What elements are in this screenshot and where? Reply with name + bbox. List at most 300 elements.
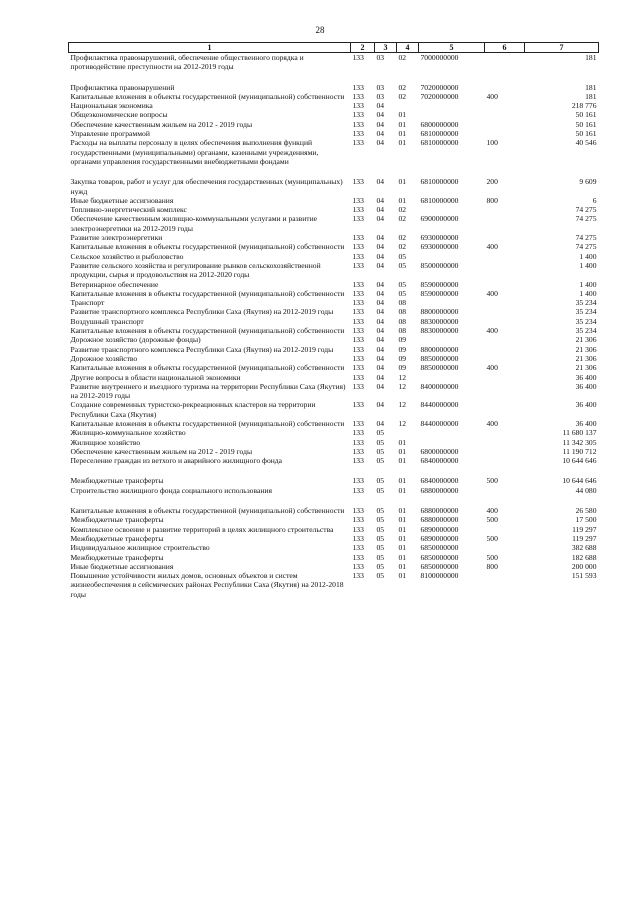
row-subsection: 01: [398, 195, 407, 205]
row-expense-type: 500: [486, 533, 498, 543]
table-row: [69, 345, 599, 354]
row-expense-type: [485, 571, 525, 599]
row-expense-type: [485, 400, 525, 419]
row-target-article: 6930000000: [420, 242, 459, 252]
row-expense-type: [485, 261, 525, 280]
row-chapter: 133: [352, 129, 364, 139]
row-chapter: 133: [352, 53, 364, 62]
row-subsection: 01: [398, 437, 407, 447]
row-expense-type: [485, 53, 525, 72]
row-subsection: 02: [398, 242, 407, 252]
row-amount: 181: [585, 82, 597, 92]
header-col-4: 4: [397, 43, 419, 53]
row-amount: 119 297: [572, 524, 597, 534]
row-target-article: [419, 298, 485, 307]
table-row: [69, 289, 599, 298]
row-chapter: 133: [352, 372, 364, 382]
row-target-article: 7000000000: [420, 53, 459, 62]
row-chapter: 133: [352, 326, 364, 336]
row-chapter: 133: [352, 242, 364, 252]
row-expense-type: 800: [486, 561, 498, 571]
row-section: 05: [376, 552, 385, 562]
row-subsection: [397, 101, 419, 110]
row-target-article: 8440000000: [420, 418, 459, 428]
row-subsection: 02: [398, 53, 407, 62]
row-target-article: [419, 428, 485, 437]
budget-table: [68, 42, 599, 599]
row-target-article: [419, 335, 485, 344]
row-subsection: 12: [398, 400, 407, 410]
table-row: [69, 196, 599, 205]
row-section: 04: [376, 110, 385, 120]
table-row: [69, 298, 599, 307]
table-row: [69, 419, 599, 428]
row-expense-type: [485, 456, 525, 465]
row-name: Расходы на выплаты персоналу в целях обеспечения выполнения функций государственными (муниципальными) органами, казенными учреждениями, органами управления государственными внебюджетными фондами: [70, 138, 319, 166]
row-target-article: 8800000000: [420, 344, 459, 354]
row-name: Межбюджетные трансферты: [70, 476, 164, 486]
row-amount: 1 400: [579, 288, 597, 298]
row-subsection: 08: [398, 298, 407, 308]
row-chapter: 133: [352, 119, 364, 129]
row-chapter: 133: [352, 428, 364, 438]
row-section: 04: [376, 242, 385, 252]
row-amount: 11 190 712: [562, 446, 597, 456]
row-amount: 74 275: [575, 242, 597, 252]
table-row: [69, 205, 599, 214]
row-expense-type: 500: [486, 552, 498, 562]
table-row: [69, 553, 599, 562]
row-subsection: 08: [398, 307, 407, 317]
row-section: 04: [376, 177, 385, 187]
row-amount: 36 400: [575, 400, 597, 410]
row-subsection: 12: [398, 381, 407, 391]
row-amount: 200 000: [571, 561, 597, 571]
row-section: 04: [376, 316, 385, 326]
table-row: [69, 53, 599, 72]
row-target-article: 8500000000: [420, 260, 459, 270]
row-name: Иные бюджетные ассигнования: [70, 195, 174, 205]
table-row: [69, 476, 599, 485]
row-expense-type: [485, 447, 525, 456]
row-subsection: 09: [398, 363, 407, 373]
row-subsection: 12: [398, 418, 407, 428]
table-row: [69, 354, 599, 363]
row-section: 04: [376, 101, 385, 111]
row-amount: 119 297: [572, 533, 597, 543]
row-amount: 182 688: [571, 552, 597, 562]
row-expense-type: [485, 382, 525, 401]
row-chapter: 133: [352, 353, 364, 363]
row-name: Дорожное хозяйство (дорожные фонды): [70, 335, 201, 345]
row-name: Развитие транспортного комплекса Республики Саха (Якутия) на 2012-2019 годы: [70, 344, 334, 354]
row-section: 04: [376, 326, 385, 336]
row-spacer: [69, 166, 599, 177]
row-amount: 35 234: [575, 307, 597, 317]
table-row: [69, 214, 599, 233]
row-expense-type: [485, 298, 525, 307]
row-chapter: 133: [352, 177, 364, 187]
row-target-article: 6880000000: [420, 485, 459, 495]
row-chapter: 133: [352, 110, 364, 120]
row-target-article: 8850000000: [420, 363, 459, 373]
table-row: [69, 382, 599, 401]
header-col-7: 7: [525, 43, 599, 53]
row-name: Обеспечение качественным жильем на 2012 - 2019 годы: [70, 119, 253, 129]
row-chapter: 133: [352, 437, 364, 447]
row-expense-type: [485, 354, 525, 363]
row-subsection: 01: [398, 571, 407, 581]
row-spacer: [69, 465, 599, 476]
row-spacer-cell: [69, 166, 599, 177]
table-row: [69, 428, 599, 437]
row-name: Другие вопросы в области национальной экономики: [70, 372, 241, 382]
row-section: 05: [376, 506, 385, 516]
row-name: Ветеринарное обеспечение: [70, 279, 159, 289]
row-name: Индивидуальное жилищное строительство: [70, 543, 210, 553]
row-spacer-cell: [69, 72, 599, 83]
row-subsection: 02: [398, 82, 407, 92]
row-amount: 50 161: [575, 119, 597, 129]
row-amount: 36 400: [575, 372, 597, 382]
row-chapter: 133: [352, 307, 364, 317]
row-name: Межбюджетные трансферты: [70, 515, 164, 525]
row-chapter: 133: [352, 91, 364, 101]
table-row: [69, 242, 599, 251]
row-amount: 10 644 646: [562, 476, 597, 486]
row-expense-type: 400: [486, 91, 498, 101]
row-expense-type: 500: [486, 515, 498, 525]
row-chapter: 133: [352, 543, 364, 553]
row-target-article: 6890000000: [420, 524, 459, 534]
row-section: 05: [376, 533, 385, 543]
row-chapter: 133: [352, 515, 364, 525]
row-target-article: [419, 101, 485, 110]
row-section: 04: [376, 298, 385, 308]
row-target-article: 8590000000: [420, 279, 459, 289]
row-expense-type: [485, 252, 525, 261]
table-row: [69, 486, 599, 495]
row-amount: 382 688: [571, 543, 597, 553]
row-chapter: 133: [352, 476, 364, 486]
row-section: 04: [376, 372, 385, 382]
row-chapter: 133: [352, 418, 364, 428]
row-amount: 181: [585, 53, 597, 62]
row-name: Топливно-энергетический комплекс: [70, 205, 187, 215]
table-row: [69, 506, 599, 515]
row-section: 04: [376, 307, 385, 317]
row-section: 05: [376, 456, 385, 466]
row-name: Переселение граждан из ветхого и аварийного жилищного фонда: [70, 456, 283, 466]
row-amount: 74 275: [575, 205, 597, 215]
row-expense-type: [485, 214, 525, 233]
row-expense-type: [485, 205, 525, 214]
row-spacer: [69, 72, 599, 83]
row-chapter: 133: [352, 233, 364, 243]
row-target-article: 8850000000: [420, 353, 459, 363]
row-target-article: 8590000000: [420, 288, 459, 298]
row-amount: 74 275: [575, 214, 597, 224]
row-target-article: 6840000000: [420, 476, 459, 486]
row-target-article: 6800000000: [420, 446, 459, 456]
row-name: Профилактика правонарушений: [70, 82, 175, 92]
row-target-article: 6930000000: [420, 233, 459, 243]
row-subsection: 01: [398, 506, 407, 516]
row-target-article: 6810000000: [420, 129, 459, 139]
row-amount: 11 342 305: [562, 437, 597, 447]
row-subsection: 01: [398, 476, 407, 486]
row-chapter: 133: [352, 344, 364, 354]
row-expense-type: 100: [486, 138, 498, 148]
row-section: 04: [376, 279, 385, 289]
table-row: [69, 363, 599, 372]
row-section: 03: [376, 91, 385, 101]
table-row: [69, 562, 599, 571]
row-target-article: [419, 110, 485, 119]
row-section: 05: [376, 571, 385, 581]
row-target-article: 6850000000: [420, 543, 459, 553]
row-name: Управление программой: [70, 129, 150, 139]
row-amount: 50 161: [575, 129, 597, 139]
row-chapter: 133: [352, 195, 364, 205]
row-name: Капитальные вложения в объекты государственной (муниципальной) собственности: [70, 363, 345, 373]
row-chapter: 133: [352, 400, 364, 410]
row-chapter: 133: [352, 335, 364, 345]
table-row: [69, 438, 599, 447]
row-amount: 40 546: [575, 138, 597, 148]
row-name: Жилищное хозяйство: [70, 437, 141, 447]
row-amount: 50 161: [575, 110, 597, 120]
row-amount: 44 080: [575, 485, 597, 495]
row-name: Межбюджетные трансферты: [70, 533, 164, 543]
row-subsection: 12: [398, 372, 407, 382]
row-chapter: 133: [352, 561, 364, 571]
row-name: Иные бюджетные ассигнования: [70, 561, 174, 571]
row-amount: 21 306: [575, 353, 597, 363]
row-target-article: 6850000000: [420, 552, 459, 562]
table-row: [69, 307, 599, 316]
row-target-article: [419, 438, 485, 447]
row-subsection: 09: [398, 353, 407, 363]
row-expense-type: [485, 110, 525, 119]
row-subsection: 02: [398, 214, 407, 224]
row-name: Повышение устойчивости жилых домов, основных объектов и систем жизнеобеспечения в сейсмических районах Республики Саха (Якутия) на 2012-2018 годы: [70, 571, 344, 599]
row-amount: 21 306: [575, 335, 597, 345]
row-subsection: 01: [398, 129, 407, 139]
row-chapter: 133: [352, 214, 364, 224]
row-subsection: 01: [398, 110, 407, 120]
row-amount: 21 306: [575, 363, 597, 373]
row-target-article: 6890000000: [420, 533, 459, 543]
table-header-row: [69, 43, 599, 53]
row-name: Развитие сельского хозяйства и регулирование рынков сельскохозяйственной продукции, сырья и продовольствия на 2012-2020 годы: [70, 260, 321, 280]
row-amount: 181: [585, 91, 597, 101]
row-target-article: 6800000000: [420, 119, 459, 129]
row-section: 04: [376, 363, 385, 373]
row-subsection: 01: [398, 446, 407, 456]
table-row: [69, 110, 599, 119]
row-subsection: 01: [398, 543, 407, 553]
row-chapter: 133: [352, 456, 364, 466]
row-name: Развитие внутреннего и въездного туризма на территории Республики Саха (Якутия) на 2012-2019 годы: [70, 381, 346, 401]
row-target-article: 6880000000: [420, 515, 459, 525]
row-section: 04: [376, 288, 385, 298]
row-amount: 1 400: [579, 279, 597, 289]
row-subsection: 02: [398, 233, 407, 243]
row-expense-type: [485, 280, 525, 289]
row-amount: 1 400: [579, 260, 597, 270]
row-name: Капитальные вложения в объекты государственной (муниципальной) собственности: [70, 326, 345, 336]
page-number: 28: [315, 25, 325, 35]
row-expense-type: [485, 438, 525, 447]
row-amount: 10 644 646: [562, 456, 597, 466]
header-col-2: 2: [351, 43, 375, 53]
row-section: 05: [376, 524, 385, 534]
row-name: Профилактика правонарушений, обеспечение общественного порядка и противодействие преступности на 2012-2019 годы: [70, 53, 304, 72]
row-expense-type: [485, 428, 525, 437]
row-target-article: 7020000000: [420, 91, 459, 101]
table-row: [69, 317, 599, 326]
row-chapter: 133: [352, 381, 364, 391]
row-subsection: 09: [398, 335, 407, 345]
row-name: Сельское хозяйство и рыболовство: [70, 251, 184, 261]
row-subsection: 01: [398, 485, 407, 495]
row-section: 04: [376, 353, 385, 363]
row-subsection: 02: [398, 205, 407, 215]
row-name: Общеэкономические вопросы: [70, 110, 168, 120]
row-expense-type: [485, 307, 525, 316]
table-row: [69, 534, 599, 543]
table-row: [69, 129, 599, 138]
row-section: 04: [376, 205, 385, 215]
row-expense-type: [485, 486, 525, 495]
table-row: [69, 447, 599, 456]
row-name: Капитальные вложения в объекты государственной (муниципальной) собственности: [70, 288, 345, 298]
row-chapter: 133: [352, 260, 364, 270]
row-name: Развитие электроэнергетики: [70, 233, 163, 243]
row-name: Капитальные вложения в объекты государственной (муниципальной) собственности: [70, 91, 345, 101]
row-target-article: 8800000000: [420, 307, 459, 317]
row-target-article: 6810000000: [420, 138, 459, 148]
row-name: Жилищно-коммунальное хозяйство: [70, 428, 186, 438]
row-spacer-cell: [69, 465, 599, 476]
table-row: [69, 280, 599, 289]
row-amount: 151 593: [571, 571, 597, 581]
row-expense-type: [485, 373, 525, 382]
row-chapter: 133: [352, 446, 364, 456]
row-expense-type: [485, 129, 525, 138]
row-name: Комплексное освоение и развитие территорий в целях жилищного строительства: [70, 524, 334, 534]
row-expense-type: [485, 543, 525, 552]
row-expense-type: 400: [486, 326, 498, 336]
header-col-5: 5: [419, 43, 485, 53]
row-name: Транспорт: [70, 298, 105, 308]
row-target-article: 8440000000: [420, 400, 459, 410]
row-expense-type: 400: [486, 288, 498, 298]
row-section: 03: [376, 53, 385, 62]
row-chapter: 133: [352, 506, 364, 516]
table-row: [69, 400, 599, 419]
row-name: Капитальные вложения в объекты государственной (муниципальной) собственности: [70, 418, 345, 428]
row-chapter: 133: [352, 288, 364, 298]
row-expense-type: [485, 233, 525, 242]
row-section: 04: [376, 381, 385, 391]
row-name: Строительство жилищного фонда социального использования: [70, 485, 272, 495]
row-chapter: 133: [352, 82, 364, 92]
row-target-article: 7020000000: [420, 82, 459, 92]
header-col-1: 1: [69, 43, 351, 53]
row-amount: 74 275: [575, 233, 597, 243]
row-amount: 35 234: [575, 316, 597, 326]
row-section: 05: [376, 437, 385, 447]
row-expense-type: 400: [486, 418, 498, 428]
row-section: 03: [376, 82, 385, 92]
row-amount: 26 580: [575, 506, 597, 516]
row-subsection: 01: [398, 552, 407, 562]
table-row: [69, 326, 599, 335]
table-row: [69, 515, 599, 524]
row-spacer: [69, 495, 599, 506]
row-target-article: 8400000000: [420, 381, 459, 391]
row-chapter: 133: [352, 363, 364, 373]
row-amount: 218 776: [571, 101, 597, 111]
row-amount: 36 400: [575, 381, 597, 391]
row-expense-type: 800: [486, 195, 498, 205]
row-section: 04: [376, 335, 385, 345]
row-target-article: [419, 205, 485, 214]
table-row: [69, 177, 599, 196]
row-chapter: 133: [352, 485, 364, 495]
row-chapter: 133: [352, 138, 364, 148]
row-expense-type: 500: [486, 476, 498, 486]
row-subsection: 02: [398, 91, 407, 101]
table-row: [69, 543, 599, 552]
row-chapter: 133: [352, 279, 364, 289]
table-row: [69, 83, 599, 92]
row-expense-type: [485, 317, 525, 326]
row-target-article: 8830000000: [420, 326, 459, 336]
row-section: 05: [376, 485, 385, 495]
table-row: [69, 138, 599, 166]
row-subsection: 01: [398, 524, 407, 534]
row-amount: 21 306: [575, 344, 597, 354]
row-section: 05: [376, 428, 385, 438]
table-row: [69, 261, 599, 280]
row-amount: 1 400: [579, 251, 597, 261]
row-name: Межбюджетные трансферты: [70, 552, 164, 562]
row-spacer-cell: [69, 495, 599, 506]
row-subsection: 01: [398, 456, 407, 466]
row-expense-type: [485, 120, 525, 129]
row-section: 05: [376, 515, 385, 525]
row-name: Обеспечение качественным жилищно-коммунальными услугами и развитие электроэнергетики на 2012-2019 годы: [70, 214, 318, 233]
row-section: 04: [376, 119, 385, 129]
row-section: 04: [376, 214, 385, 224]
row-subsection: 08: [398, 326, 407, 336]
row-expense-type: 400: [486, 242, 498, 252]
row-expense-type: [485, 83, 525, 92]
row-chapter: 133: [352, 552, 364, 562]
row-subsection: 01: [398, 119, 407, 129]
row-name: Национальная экономика: [70, 101, 153, 111]
row-amount: 36 400: [575, 418, 597, 428]
row-subsection: 01: [398, 561, 407, 571]
table-row: [69, 252, 599, 261]
row-subsection: 01: [398, 177, 407, 187]
table-row: [69, 571, 599, 599]
row-section: 04: [376, 260, 385, 270]
table-row: [69, 101, 599, 110]
